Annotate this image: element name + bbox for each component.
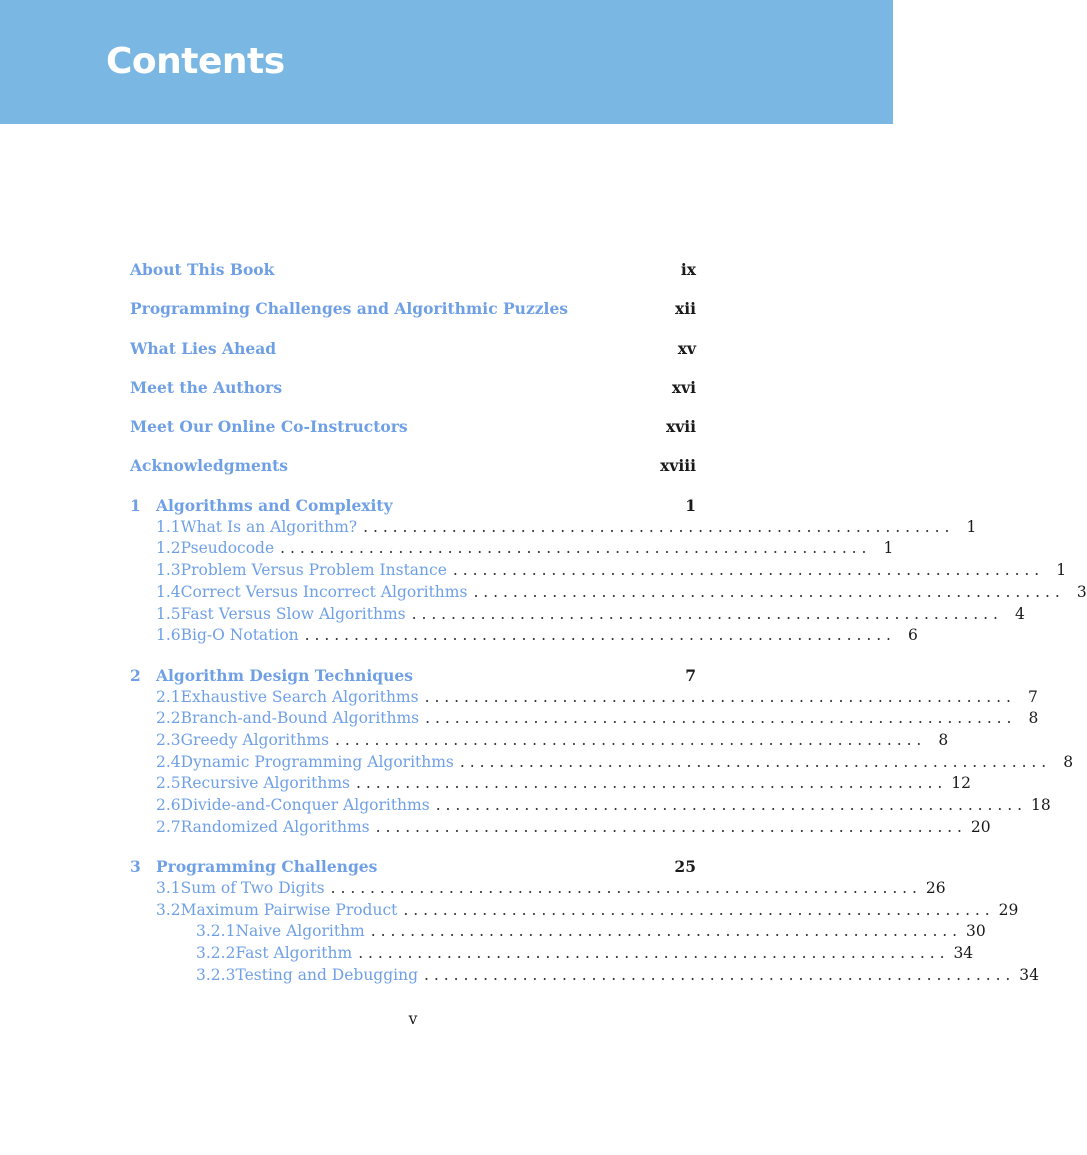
section-number: 1.2: [156, 539, 181, 558]
subsection-title[interactable]: Testing and Debugging: [235, 965, 419, 984]
toc-section[interactable]: [130, 878, 946, 900]
section-page: 8: [938, 730, 949, 749]
toc-entry-page: ix: [680, 260, 696, 279]
toc-section[interactable]: [130, 752, 1074, 774]
section-title[interactable]: Maximum Pairwise Product: [180, 900, 398, 919]
chapter-page: 25: [674, 856, 696, 876]
section-title[interactable]: Randomized Algorithms: [180, 817, 370, 836]
section-page: 29: [998, 900, 1019, 919]
section-page: 7: [1027, 687, 1038, 706]
dot-leader: . . . . . . . . . . . . . . . . . . . . . . . . . . . . . . . . . . . . . . . . . . . . . . . . . . . . . . . . . . . .: [425, 709, 1017, 728]
chapter-block-3: [130, 856, 1040, 986]
toc-subsection[interactable]: [130, 943, 974, 965]
dot-leader: . . . . . . . . . . . . . . . . . . . . . . . . . . . . . . . . . . . . . . . . . . . . . . . . . . . . . . . . . . . .: [370, 922, 963, 941]
dot-leader: . . . . . . . . . . . . . . . . . . . . . . . . . . . . . . . . . . . . . . . . . . . . . . . . . . . . . . . . . . . .: [424, 687, 1016, 706]
subsection-page: 34: [953, 943, 974, 962]
dot-leader: . . . . . . . . . . . . . . . . . . . . . . . . . . . . . . . . . . . . . . . . . . . . . . . . . . . . . . . . . . . .: [424, 965, 1016, 984]
section-page: 12: [951, 774, 971, 793]
dot-leader: . . . . . . . . . . . . . . . . . . . . . . . . . . . . . . . . . . . . . . . . . . . . . . . . . . . . . . . . . . . .: [403, 900, 995, 919]
section-number: 2.1: [156, 687, 181, 706]
subsection-number: 3.2.3: [196, 965, 236, 984]
dot-leader: . . . . . . . . . . . . . . . . . . . . . . . . . . . . . . . . . . . . . . . . . . . . . . . . . . . . . . . . . . . .: [363, 517, 955, 536]
section-number: 2.3: [156, 730, 181, 749]
toc-entry-about-this-book[interactable]: [130, 259, 696, 281]
toc-chapter[interactable]: [130, 665, 696, 687]
section-title[interactable]: Divide-and-Conquer Algorithms: [180, 795, 430, 814]
toc-section[interactable]: [130, 773, 971, 795]
toc-subsection[interactable]: [130, 965, 1040, 987]
section-title[interactable]: Branch-and-Bound Algorithms: [180, 709, 420, 728]
section-page: 4: [1015, 604, 1025, 623]
toc-entry-title[interactable]: What Lies Ahead: [130, 338, 277, 358]
chapter-title[interactable]: Algorithm Design Techniques: [156, 665, 413, 685]
toc-entry-page: xii: [674, 299, 696, 319]
toc-section[interactable]: [130, 730, 949, 752]
toc-section[interactable]: [130, 817, 991, 839]
subsection-page: 34: [1019, 965, 1040, 984]
toc-entry-title[interactable]: Acknowledgments: [130, 456, 288, 476]
toc-entry-page: xviii: [660, 456, 696, 476]
section-page: 1: [883, 539, 894, 558]
dot-leader: . . . . . . . . . . . . . . . . . . . . . . . . . . . . . . . . . . . . . . . . . . . . . . . . . . . . . . . . . . . .: [452, 561, 1045, 580]
chapter-block-2: [130, 665, 1074, 839]
toc-entry-title[interactable]: Programming Challenges and Algorithmic Puzzles: [130, 299, 569, 319]
toc-subsection[interactable]: [130, 921, 986, 943]
toc-entry-title[interactable]: Meet Our Online Co-Instructors: [130, 417, 408, 437]
toc-section[interactable]: [130, 795, 1051, 817]
chapter-page: 7: [685, 665, 696, 685]
section-number: 2.6: [156, 795, 181, 814]
dot-leader: . . . . . . . . . . . . . . . . . . . . . . . . . . . . . . . . . . . . . . . . . . . . . . . . . . . . . . . . . . . .: [280, 539, 872, 558]
toc-section[interactable]: [130, 604, 1025, 626]
toc-section[interactable]: [130, 625, 918, 647]
chapter-title[interactable]: Algorithms and Complexity: [156, 495, 393, 515]
section-title[interactable]: Dynamic Programming Algorithms: [180, 752, 454, 771]
section-page: 8: [1063, 752, 1074, 771]
subsection-page: 30: [966, 922, 986, 941]
dot-leader: . . . . . . . . . . . . . . . . . . . . . . . . . . . . . . . . . . . . . . . . . . . . . . . . . . . . . . . . . . . .: [435, 795, 1027, 814]
section-number: 1.3: [156, 561, 181, 580]
toc-section[interactable]: [130, 560, 1067, 582]
section-title[interactable]: Recursive Algorithms: [180, 774, 350, 793]
toc-entry-title[interactable]: About This Book: [130, 260, 275, 279]
toc-entry-page: xv: [677, 338, 696, 358]
chapter-number: 2: [130, 665, 141, 685]
toc-entry-acknowledgments[interactable]: [130, 455, 696, 477]
section-number: 3.1: [156, 878, 181, 897]
subsection-title[interactable]: Naive Algorithm: [235, 922, 365, 941]
section-number: 1.5: [156, 604, 181, 623]
section-number: 1.6: [156, 626, 181, 645]
section-number: 2.5: [156, 774, 181, 793]
toc-entry-programming-challenges-puzzles[interactable]: [130, 298, 696, 320]
section-page: 26: [925, 878, 946, 897]
toc-entry-meet-the-authors[interactable]: [130, 377, 696, 399]
section-number: 1.4: [156, 582, 181, 601]
section-page: 8: [1028, 709, 1039, 728]
section-page: 3: [1076, 582, 1087, 601]
page-number: v: [408, 1010, 418, 1028]
table-of-contents: [130, 259, 1087, 1004]
section-page: 20: [970, 817, 991, 836]
subsection-number: 3.2.1: [196, 922, 236, 941]
section-number: 3.2: [156, 900, 181, 919]
dot-leader: . . . . . . . . . . . . . . . . . . . . . . . . . . . . . . . . . . . . . . . . . . . . . . . . . . . . . . . . . . . .: [473, 582, 1065, 601]
section-page: 6: [908, 626, 918, 645]
page-title: Contents: [106, 41, 285, 82]
section-number: 2.7: [156, 817, 181, 836]
section-title[interactable]: Pseudocode: [180, 539, 275, 558]
subsection-title[interactable]: Fast Algorithm: [235, 943, 353, 962]
dot-leader: . . . . . . . . . . . . . . . . . . . . . . . . . . . . . . . . . . . . . . . . . . . . . . . . . . . . . . . . . . . .: [330, 878, 922, 897]
dot-leader: . . . . . . . . . . . . . . . . . . . . . . . . . . . . . . . . . . . . . . . . . . . . . . . . . . . . . . . . . . . .: [335, 730, 927, 749]
toc-chapter[interactable]: [130, 856, 696, 878]
toc-entry-title[interactable]: Meet the Authors: [130, 377, 283, 397]
toc-entry-what-lies-ahead[interactable]: [130, 338, 696, 360]
section-number: 2.2: [156, 709, 181, 728]
section-title[interactable]: Greedy Algorithms: [180, 730, 330, 749]
section-page: 1: [966, 517, 977, 536]
toc-section[interactable]: [130, 687, 1038, 709]
chapter-title[interactable]: Programming Challenges: [156, 856, 378, 876]
toc-chapter[interactable]: [130, 495, 696, 517]
toc-entry-page: xvi: [671, 377, 696, 397]
dot-leader: . . . . . . . . . . . . . . . . . . . . . . . . . . . . . . . . . . . . . . . . . . . . . . . . . . . . . . . . . . . .: [459, 752, 1052, 771]
dot-leader: . . . . . . . . . . . . . . . . . . . . . . . . . . . . . . . . . . . . . . . . . . . . . . . . . . . . . . . . . . . .: [304, 626, 896, 645]
toc-section[interactable]: [130, 582, 1087, 604]
toc-entry-page: xvii: [665, 417, 696, 437]
chapter-block-1: [130, 495, 1087, 647]
chapter-number: 3: [130, 856, 141, 876]
chapter-number: 1: [130, 495, 141, 515]
dot-leader: . . . . . . . . . . . . . . . . . . . . . . . . . . . . . . . . . . . . . . . . . . . . . . . . . . . . . . . . . . . .: [411, 604, 1003, 623]
chapter-page: 1: [685, 495, 696, 515]
section-title[interactable]: Big-O Notation: [180, 626, 299, 645]
dot-leader: . . . . . . . . . . . . . . . . . . . . . . . . . . . . . . . . . . . . . . . . . . . . . . . . . . . . . . . . . . . .: [355, 774, 948, 793]
toc-section[interactable]: [130, 708, 1039, 730]
toc-section[interactable]: [130, 538, 894, 560]
subsection-number: 3.2.2: [196, 943, 236, 962]
dot-leader: . . . . . . . . . . . . . . . . . . . . . . . . . . . . . . . . . . . . . . . . . . . . . . . . . . . . . . . . . . . .: [358, 943, 950, 962]
toc-section[interactable]: [130, 900, 1019, 922]
section-title[interactable]: What Is an Algorithm?: [180, 517, 358, 536]
section-title[interactable]: Correct Versus Incorrect Algorithms: [180, 582, 468, 601]
section-title[interactable]: Sum of Two Digits: [180, 878, 325, 897]
toc-entry-meet-co-instructors[interactable]: [130, 416, 696, 438]
dot-leader: . . . . . . . . . . . . . . . . . . . . . . . . . . . . . . . . . . . . . . . . . . . . . . . . . . . . . . . . . . . .: [375, 817, 967, 836]
toc-section[interactable]: [130, 517, 977, 539]
section-title[interactable]: Problem Versus Problem Instance: [180, 561, 447, 580]
section-page: 18: [1030, 795, 1051, 814]
section-title[interactable]: Exhaustive Search Algorithms: [180, 687, 419, 706]
section-number: 2.4: [156, 752, 181, 771]
section-number: 1.1: [156, 517, 181, 536]
section-title[interactable]: Fast Versus Slow Algorithms: [180, 604, 406, 623]
section-page: 1: [1056, 561, 1067, 580]
